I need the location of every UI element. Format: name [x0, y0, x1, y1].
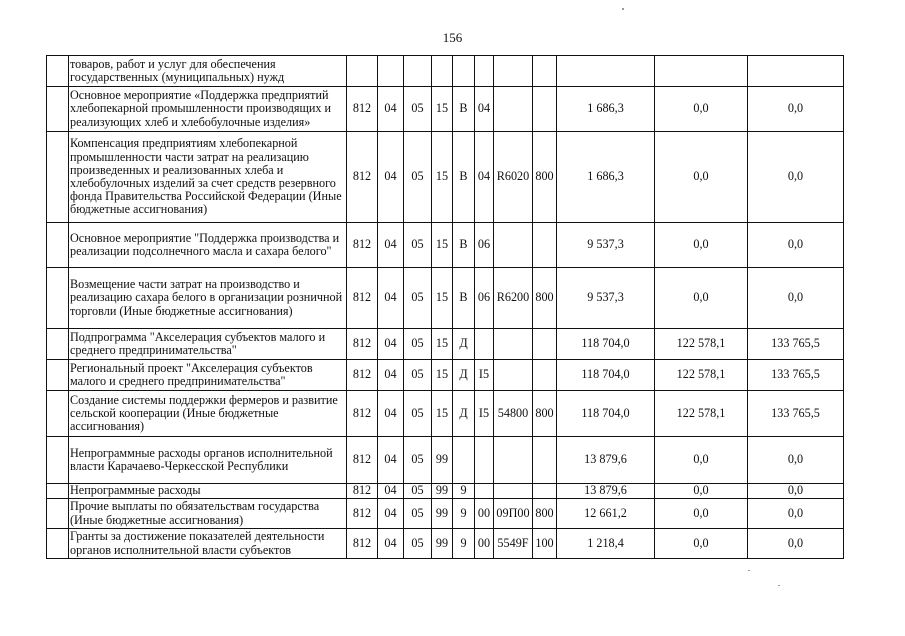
direction-code: 09П00 [494, 499, 533, 529]
subprogram-code: Д [453, 360, 475, 391]
subprogram-code: 9 [453, 499, 475, 529]
blank-cell [47, 132, 69, 223]
amount-year-3: 0,0 [748, 529, 844, 559]
program-code [432, 56, 453, 87]
subprogram-code [453, 56, 475, 87]
amount-year-3: 0,0 [748, 132, 844, 223]
subprogram-code: 9 [453, 529, 475, 559]
blank-cell [47, 56, 69, 87]
direction-code [494, 223, 533, 268]
section-code: 04 [378, 499, 404, 529]
scan-dot [748, 570, 750, 571]
subsection-code: 05 [404, 223, 432, 268]
expense-type-code: 800 [533, 132, 557, 223]
blank-cell [47, 223, 69, 268]
expense-type-code [533, 56, 557, 87]
event-code: 06 [475, 223, 494, 268]
table-row [47, 360, 844, 391]
subprogram-code: В [453, 223, 475, 268]
subprogram-code [453, 437, 475, 484]
expense-type-code [533, 329, 557, 360]
expense-type-code: 800 [533, 268, 557, 329]
item-name: товаров, работ и услуг для обеспечения государственных (муниципальных) нужд [69, 56, 347, 87]
amount-year-3: 0,0 [748, 87, 844, 132]
amount-year-1: 9 537,3 [557, 268, 655, 329]
program-code: 15 [432, 87, 453, 132]
program-code: 15 [432, 360, 453, 391]
subprogram-code: Д [453, 391, 475, 437]
amount-year-2: 122 578,1 [655, 391, 748, 437]
amount-year-1: 1 686,3 [557, 132, 655, 223]
table-row [47, 437, 844, 484]
event-code: I5 [475, 360, 494, 391]
item-name: Основное мероприятие "Поддержка производства и реализации подсолнечного масла и сахара белого" [69, 223, 347, 268]
table-row [47, 499, 844, 529]
item-name: Компенсация предприятиям хлебопекарной промышленности части затрат на реализацию произведенных и реализованных хлеба и хлебобулочных изделий за счет средств резервного фонда Правительства Российской Федерации (Иные бюджетные ассигнования) [69, 132, 347, 223]
amount-year-3: 0,0 [748, 437, 844, 484]
section-code: 04 [378, 437, 404, 484]
program-code: 99 [432, 499, 453, 529]
direction-code [494, 329, 533, 360]
expense-type-code: 800 [533, 391, 557, 437]
amount-year-2: 0,0 [655, 484, 748, 499]
expense-type-code [533, 87, 557, 132]
amount-year-2: 0,0 [655, 87, 748, 132]
subsection-code: 05 [404, 329, 432, 360]
section-code: 04 [378, 529, 404, 559]
expense-type-code [533, 360, 557, 391]
direction-code: 5549F [494, 529, 533, 559]
event-code: 04 [475, 132, 494, 223]
amount-year-1: 13 879,6 [557, 484, 655, 499]
budget-table [46, 55, 844, 559]
subsection-code: 05 [404, 391, 432, 437]
blank-cell [47, 529, 69, 559]
subsection-code: 05 [404, 437, 432, 484]
amount-year-3: 133 765,5 [748, 329, 844, 360]
ministry-code: 812 [347, 360, 378, 391]
event-code: 00 [475, 529, 494, 559]
subsection-code [404, 56, 432, 87]
blank-cell [47, 87, 69, 132]
item-name: Непрограммные расходы [69, 484, 347, 499]
expense-type-code: 800 [533, 499, 557, 529]
amount-year-2: 122 578,1 [655, 360, 748, 391]
item-name: Гранты за достижение показателей деятельности органов исполнительной власти субъектов [69, 529, 347, 559]
section-code: 04 [378, 268, 404, 329]
event-code [475, 329, 494, 360]
table-row [47, 268, 844, 329]
item-name: Подпрограмма "Акселерация субъектов малого и среднего предпринимательства" [69, 329, 347, 360]
event-code: I5 [475, 391, 494, 437]
blank-cell [47, 391, 69, 437]
section-code: 04 [378, 132, 404, 223]
amount-year-2: 0,0 [655, 437, 748, 484]
section-code: 04 [378, 391, 404, 437]
event-code [475, 437, 494, 484]
event-code: 04 [475, 87, 494, 132]
direction-code [494, 87, 533, 132]
ministry-code: 812 [347, 437, 378, 484]
blank-cell [47, 499, 69, 529]
event-code [475, 56, 494, 87]
table-row [47, 56, 844, 87]
table-row [47, 223, 844, 268]
item-name: Создание системы поддержки фермеров и развитие сельской кооперации (Иные бюджетные ассигнования) [69, 391, 347, 437]
blank-cell [47, 484, 69, 499]
page-number: 156 [442, 30, 463, 45]
blank-cell [47, 360, 69, 391]
item-name: Региональный проект "Акселерация субъектов малого и среднего предпринимательства" [69, 360, 347, 391]
amount-year-2: 0,0 [655, 268, 748, 329]
amount-year-3 [748, 56, 844, 87]
direction-code [494, 56, 533, 87]
subprogram-code: В [453, 268, 475, 329]
program-code: 15 [432, 329, 453, 360]
amount-year-1 [557, 56, 655, 87]
item-name: Возмещение части затрат на производство и реализацию сахара белого в организации розничной торговли (Иные бюджетные ассигнования) [69, 268, 347, 329]
amount-year-1: 13 879,6 [557, 437, 655, 484]
subprogram-code: В [453, 132, 475, 223]
ministry-code: 812 [347, 529, 378, 559]
item-name: Прочие выплаты по обязательствам государства (Иные бюджетные ассигнования) [69, 499, 347, 529]
subprogram-code: В [453, 87, 475, 132]
amount-year-2: 122 578,1 [655, 329, 748, 360]
amount-year-1: 9 537,3 [557, 223, 655, 268]
subsection-code: 05 [404, 132, 432, 223]
amount-year-3: 0,0 [748, 499, 844, 529]
program-code: 15 [432, 132, 453, 223]
table-row [47, 484, 844, 499]
scan-dot [778, 585, 780, 586]
amount-year-1: 1 686,3 [557, 87, 655, 132]
direction-code [494, 360, 533, 391]
event-code: 00 [475, 499, 494, 529]
table-row [47, 87, 844, 132]
amount-year-3: 0,0 [748, 223, 844, 268]
amount-year-2: 0,0 [655, 223, 748, 268]
program-code: 99 [432, 437, 453, 484]
program-code: 15 [432, 223, 453, 268]
amount-year-3: 133 765,5 [748, 391, 844, 437]
section-code: 04 [378, 87, 404, 132]
blank-cell [47, 268, 69, 329]
section-code: 04 [378, 484, 404, 499]
subsection-code: 05 [404, 268, 432, 329]
table-row [47, 329, 844, 360]
subsection-code: 05 [404, 360, 432, 391]
amount-year-2: 0,0 [655, 132, 748, 223]
program-code: 15 [432, 268, 453, 329]
item-name: Непрограммные расходы органов исполнительной власти Карачаево-Черкесской Республики [69, 437, 347, 484]
amount-year-1: 1 218,4 [557, 529, 655, 559]
blank-cell [47, 437, 69, 484]
ministry-code: 812 [347, 391, 378, 437]
direction-code: R6200 [494, 268, 533, 329]
subsection-code: 05 [404, 499, 432, 529]
program-code: 99 [432, 529, 453, 559]
table-row [47, 132, 844, 223]
program-code: 15 [432, 391, 453, 437]
section-code: 04 [378, 329, 404, 360]
direction-code: 54800 [494, 391, 533, 437]
direction-code [494, 484, 533, 499]
expense-type-code [533, 484, 557, 499]
table-row [47, 529, 844, 559]
ministry-code: 812 [347, 499, 378, 529]
expense-type-code: 100 [533, 529, 557, 559]
item-name: Основное мероприятие «Поддержка предприятий хлебопекарной промышленности производящих и реализующих хлеб и хлебобулочные изделия» [69, 87, 347, 132]
ministry-code: 812 [347, 329, 378, 360]
expense-type-code [533, 437, 557, 484]
amount-year-1: 12 661,2 [557, 499, 655, 529]
event-code [475, 484, 494, 499]
amount-year-3: 0,0 [748, 268, 844, 329]
table-row [47, 391, 844, 437]
amount-year-2 [655, 56, 748, 87]
subsection-code: 05 [404, 87, 432, 132]
amount-year-1: 118 704,0 [557, 360, 655, 391]
ministry-code: 812 [347, 87, 378, 132]
ministry-code [347, 56, 378, 87]
amount-year-2: 0,0 [655, 529, 748, 559]
program-code: 99 [432, 484, 453, 499]
section-code [378, 56, 404, 87]
blank-cell [47, 329, 69, 360]
direction-code [494, 437, 533, 484]
section-code: 04 [378, 360, 404, 391]
subprogram-code: Д [453, 329, 475, 360]
amount-year-1: 118 704,0 [557, 391, 655, 437]
section-code: 04 [378, 223, 404, 268]
scan-dot [622, 8, 624, 10]
ministry-code: 812 [347, 132, 378, 223]
ministry-code: 812 [347, 223, 378, 268]
amount-year-3: 0,0 [748, 484, 844, 499]
ministry-code: 812 [347, 268, 378, 329]
event-code: 06 [475, 268, 494, 329]
amount-year-3: 133 765,5 [748, 360, 844, 391]
expense-type-code [533, 223, 557, 268]
amount-year-2: 0,0 [655, 499, 748, 529]
subprogram-code: 9 [453, 484, 475, 499]
subsection-code: 05 [404, 529, 432, 559]
amount-year-1: 118 704,0 [557, 329, 655, 360]
direction-code: R6020 [494, 132, 533, 223]
subsection-code: 05 [404, 484, 432, 499]
ministry-code: 812 [347, 484, 378, 499]
